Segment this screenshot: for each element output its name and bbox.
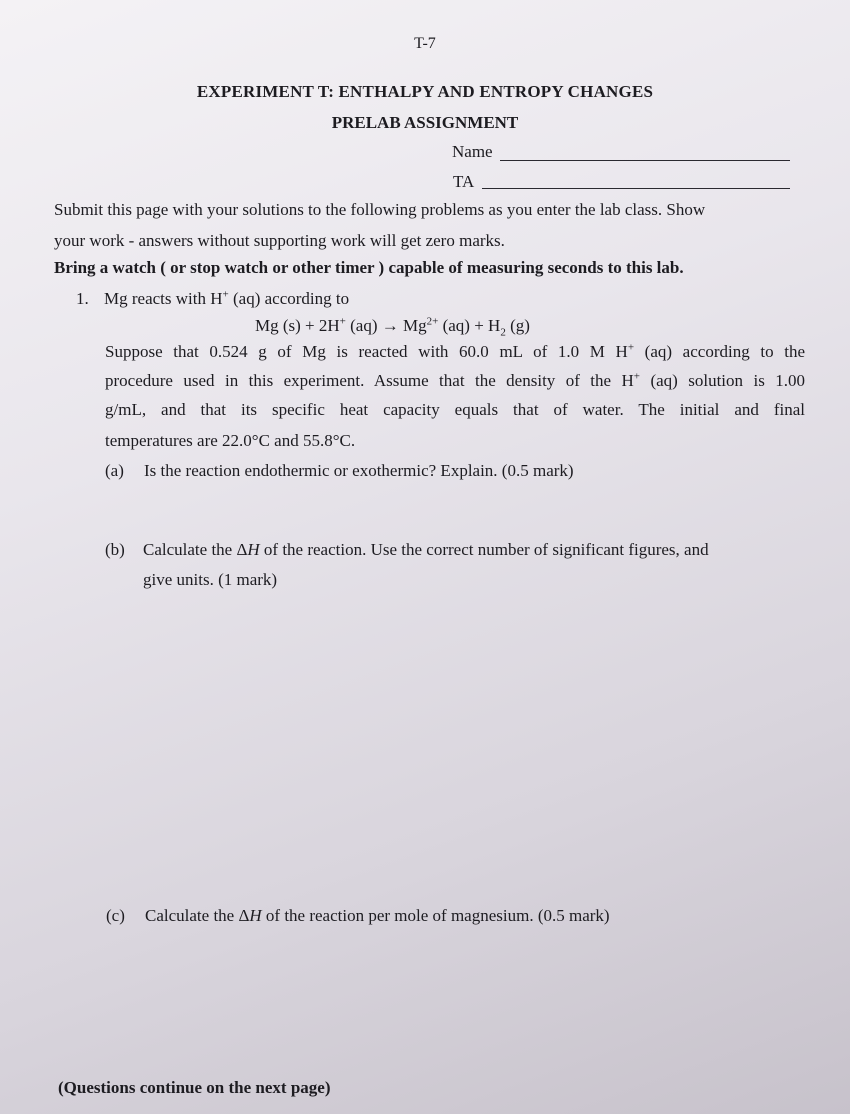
- part-a-label: (a): [105, 461, 124, 480]
- ta-blank-line: [482, 188, 790, 189]
- part-b-label: (b): [105, 540, 125, 559]
- continue-note: (Questions continue on the next page): [58, 1078, 331, 1097]
- instructions-line-1: Submit this page with your solutions to the following problems as you enter the lab class. Show: [54, 200, 706, 219]
- part-a-text: Is the reaction endothermic or exothermic? Explain. (0.5 mark): [144, 461, 574, 480]
- question-1-body-line-2: procedure used in this experiment. Assume that the density of the H+ (aq) solution is 1.00: [105, 370, 805, 390]
- page-title: EXPERIMENT T: ENTHALPY AND ENTROPY CHANGES: [196, 82, 654, 101]
- ta-label: TA: [453, 172, 475, 191]
- question-1-body-line-1: Suppose that 0.524 g of Mg is reacted with 60.0 mL of 1.0 M H+ (aq) according to the: [105, 341, 805, 361]
- part-c-text: Calculate the ΔH of the reaction per mole of magnesium. (0.5 mark): [145, 906, 610, 925]
- question-1-body-line-4: temperatures are 22.0°C and 55.8°C.: [105, 431, 356, 450]
- bring-watch-note: Bring a watch ( or stop watch or other timer ) capable of measuring seconds to this lab.: [54, 258, 684, 277]
- part-b-text: Calculate the ΔH of the reaction. Use the correct number of significant figures, and: [143, 540, 709, 559]
- part-c-label: (c): [106, 906, 125, 925]
- question-1-number: 1.: [76, 289, 89, 308]
- reaction-equation: Mg (s) + 2H+ $(aq) \to Mg^{2+}$ $(aq) + H_2$ (g): [255, 315, 530, 339]
- question-1-body-line-3: g/mL, and that its specific heat capacity equals that of water. The initial and final: [105, 400, 805, 419]
- name-label: Name: [452, 142, 493, 161]
- instructions-line-2: your work - answers without supporting work will get zero marks.: [54, 231, 505, 250]
- name-blank-line: [500, 160, 790, 161]
- page-subtitle: PRELAB ASSIGNMENT: [331, 113, 519, 132]
- question-1-intro: Mg reacts with H+ (aq) according to: [104, 288, 350, 308]
- page-number: T-7: [414, 35, 436, 52]
- part-b-text-line-2: give units. (1 mark): [143, 570, 278, 589]
